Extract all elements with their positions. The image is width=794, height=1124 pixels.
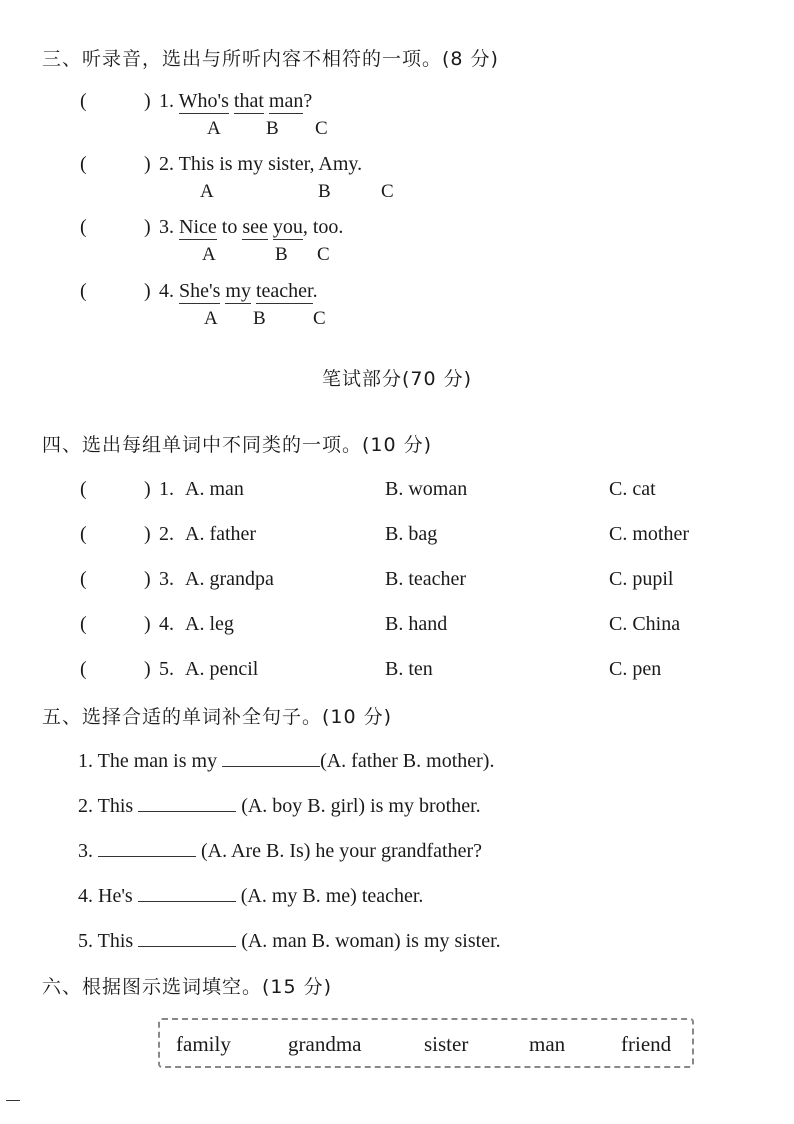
sentence-text: , too. bbox=[302, 216, 344, 238]
answer-paren[interactable] bbox=[80, 658, 151, 681]
answer-paren[interactable] bbox=[80, 478, 151, 501]
question-number: 3. bbox=[159, 216, 174, 238]
letter-a: A bbox=[207, 118, 221, 139]
letter-b: B bbox=[275, 244, 288, 265]
letter-c: C bbox=[315, 118, 328, 139]
option-c: C. cat bbox=[609, 478, 656, 500]
paren-close: ) bbox=[144, 153, 151, 175]
paren-close: ) bbox=[144, 568, 151, 590]
answer-blank[interactable] bbox=[138, 793, 236, 812]
paren-open: ( bbox=[80, 568, 87, 590]
underlined-word-b: see bbox=[242, 216, 268, 238]
question-2 bbox=[159, 153, 362, 176]
question-number: 1. bbox=[159, 478, 174, 500]
sentence-text: (A. father B. mother). bbox=[320, 750, 495, 772]
paren-open: ( bbox=[80, 90, 87, 112]
option-c: C. China bbox=[609, 613, 681, 635]
paren-close: ) bbox=[144, 478, 151, 500]
underlined-word-a: Nice bbox=[179, 216, 217, 238]
section-6-title: 六、根据图示选词填空。(15 分) bbox=[42, 976, 333, 998]
sentence-text: (A. boy B. girl) is my brother. bbox=[236, 795, 481, 817]
option-a: A. man bbox=[185, 478, 244, 500]
paren-open: ( bbox=[80, 216, 87, 238]
letter-b: B bbox=[318, 181, 331, 202]
letter-a: A bbox=[200, 181, 214, 202]
option-b: B. bag bbox=[385, 523, 438, 545]
fill-sentence-2 bbox=[78, 793, 481, 818]
option-a: A. grandpa bbox=[185, 568, 274, 590]
option-a: A. pencil bbox=[185, 658, 259, 680]
paren-close: ) bbox=[144, 523, 151, 545]
paren-open: ( bbox=[80, 478, 87, 500]
option-b: B. teacher bbox=[385, 568, 467, 590]
sentence-text: (A. Are B. Is) he your grandfather? bbox=[196, 840, 483, 862]
paren-open: ( bbox=[80, 658, 87, 680]
paren-close: ) bbox=[144, 90, 151, 112]
paren-open: ( bbox=[80, 523, 87, 545]
answer-paren[interactable] bbox=[80, 90, 151, 113]
question-number: 5. bbox=[159, 658, 174, 680]
underlined-word-c: teacher bbox=[255, 280, 313, 302]
answer-paren[interactable] bbox=[80, 523, 151, 546]
underlined-word-c: man bbox=[268, 90, 304, 112]
option-b: B. woman bbox=[385, 478, 468, 500]
section-5-title: 五、选择合适的单词补全句子。(10 分) bbox=[42, 706, 393, 728]
fill-sentence-3 bbox=[78, 838, 482, 863]
option-a: A. leg bbox=[185, 613, 234, 635]
paren-close: ) bbox=[144, 658, 151, 680]
sentence-text: (A. my B. me) teacher. bbox=[235, 885, 424, 907]
sentence-text: 4. He's bbox=[78, 885, 138, 907]
paren-open: ( bbox=[80, 280, 87, 302]
word-bank-item: sister bbox=[424, 1032, 469, 1056]
answer-blank[interactable] bbox=[222, 748, 320, 767]
letter-b: B bbox=[266, 118, 279, 139]
sentence-text: . bbox=[312, 280, 318, 302]
letter-b: B bbox=[253, 308, 266, 329]
word-bank-item: grandma bbox=[288, 1032, 362, 1056]
question-3 bbox=[159, 216, 343, 239]
sentence-text: ? bbox=[303, 90, 313, 112]
paren-open: ( bbox=[80, 613, 87, 635]
word-bank-item: friend bbox=[621, 1032, 672, 1056]
letter-c: C bbox=[381, 181, 394, 202]
section-4-title: 四、选出每组单词中不同类的一项。(10 分) bbox=[42, 434, 433, 456]
answer-paren[interactable] bbox=[80, 613, 151, 636]
section-3-title: 三、听录音，选出与所听内容不相符的一项。(8 分) bbox=[42, 48, 499, 70]
letter-a: A bbox=[204, 308, 218, 329]
letter-a: A bbox=[202, 244, 216, 265]
written-part-heading: 笔试部分(70 分) bbox=[321, 368, 473, 390]
fill-sentence-4 bbox=[78, 883, 423, 908]
sentence-text: 1. The man is my bbox=[78, 750, 223, 772]
option-b: B. hand bbox=[385, 613, 448, 635]
underlined-word-b: my bbox=[225, 280, 251, 302]
question-1 bbox=[159, 90, 312, 113]
paren-close: ) bbox=[144, 613, 151, 635]
margin-mark bbox=[6, 1100, 20, 1101]
paren-open: ( bbox=[80, 153, 87, 175]
option-b: B. ten bbox=[385, 658, 433, 680]
option-c: C. mother bbox=[609, 523, 689, 545]
question-number: 2. bbox=[159, 153, 174, 175]
sentence-text: 5. This bbox=[78, 930, 139, 952]
question-number: 1. bbox=[159, 90, 174, 112]
word-bank-item: man bbox=[529, 1032, 566, 1056]
answer-paren[interactable] bbox=[80, 568, 151, 591]
underlined-word-c: you bbox=[272, 216, 303, 238]
option-c: C. pen bbox=[609, 658, 662, 680]
answer-paren[interactable] bbox=[80, 153, 151, 176]
letter-c: C bbox=[317, 244, 330, 265]
word-bank-item: family bbox=[176, 1032, 231, 1056]
answer-paren[interactable] bbox=[80, 216, 151, 239]
paren-close: ) bbox=[144, 280, 151, 302]
question-number: 2. bbox=[159, 523, 174, 545]
paren-close: ) bbox=[144, 216, 151, 238]
option-a: A. father bbox=[185, 523, 257, 545]
answer-blank[interactable] bbox=[138, 928, 236, 947]
fill-sentence-5 bbox=[78, 928, 501, 953]
answer-blank[interactable] bbox=[98, 838, 196, 857]
letter-c: C bbox=[313, 308, 326, 329]
word-bank-box bbox=[158, 1018, 694, 1068]
underlined-word-a: She's bbox=[179, 280, 221, 302]
answer-paren[interactable] bbox=[80, 280, 151, 303]
sentence-text: 2. This bbox=[78, 795, 139, 817]
answer-blank[interactable] bbox=[138, 883, 236, 902]
underlined-word-a: Who's bbox=[178, 90, 229, 112]
sentence-text: This is my sister, Amy. bbox=[178, 153, 363, 175]
question-number: 4. bbox=[159, 613, 174, 635]
option-c: C. pupil bbox=[609, 568, 674, 590]
sentence-text: (A. man B. woman) is my sister. bbox=[236, 930, 501, 952]
sentence-text: 3. bbox=[78, 840, 98, 862]
question-number: 3. bbox=[159, 568, 174, 590]
sentence-text: to bbox=[216, 216, 243, 238]
fill-sentence-1 bbox=[78, 748, 494, 773]
question-4 bbox=[159, 280, 318, 303]
question-number: 4. bbox=[159, 280, 174, 302]
underlined-word-b: that bbox=[233, 90, 264, 112]
